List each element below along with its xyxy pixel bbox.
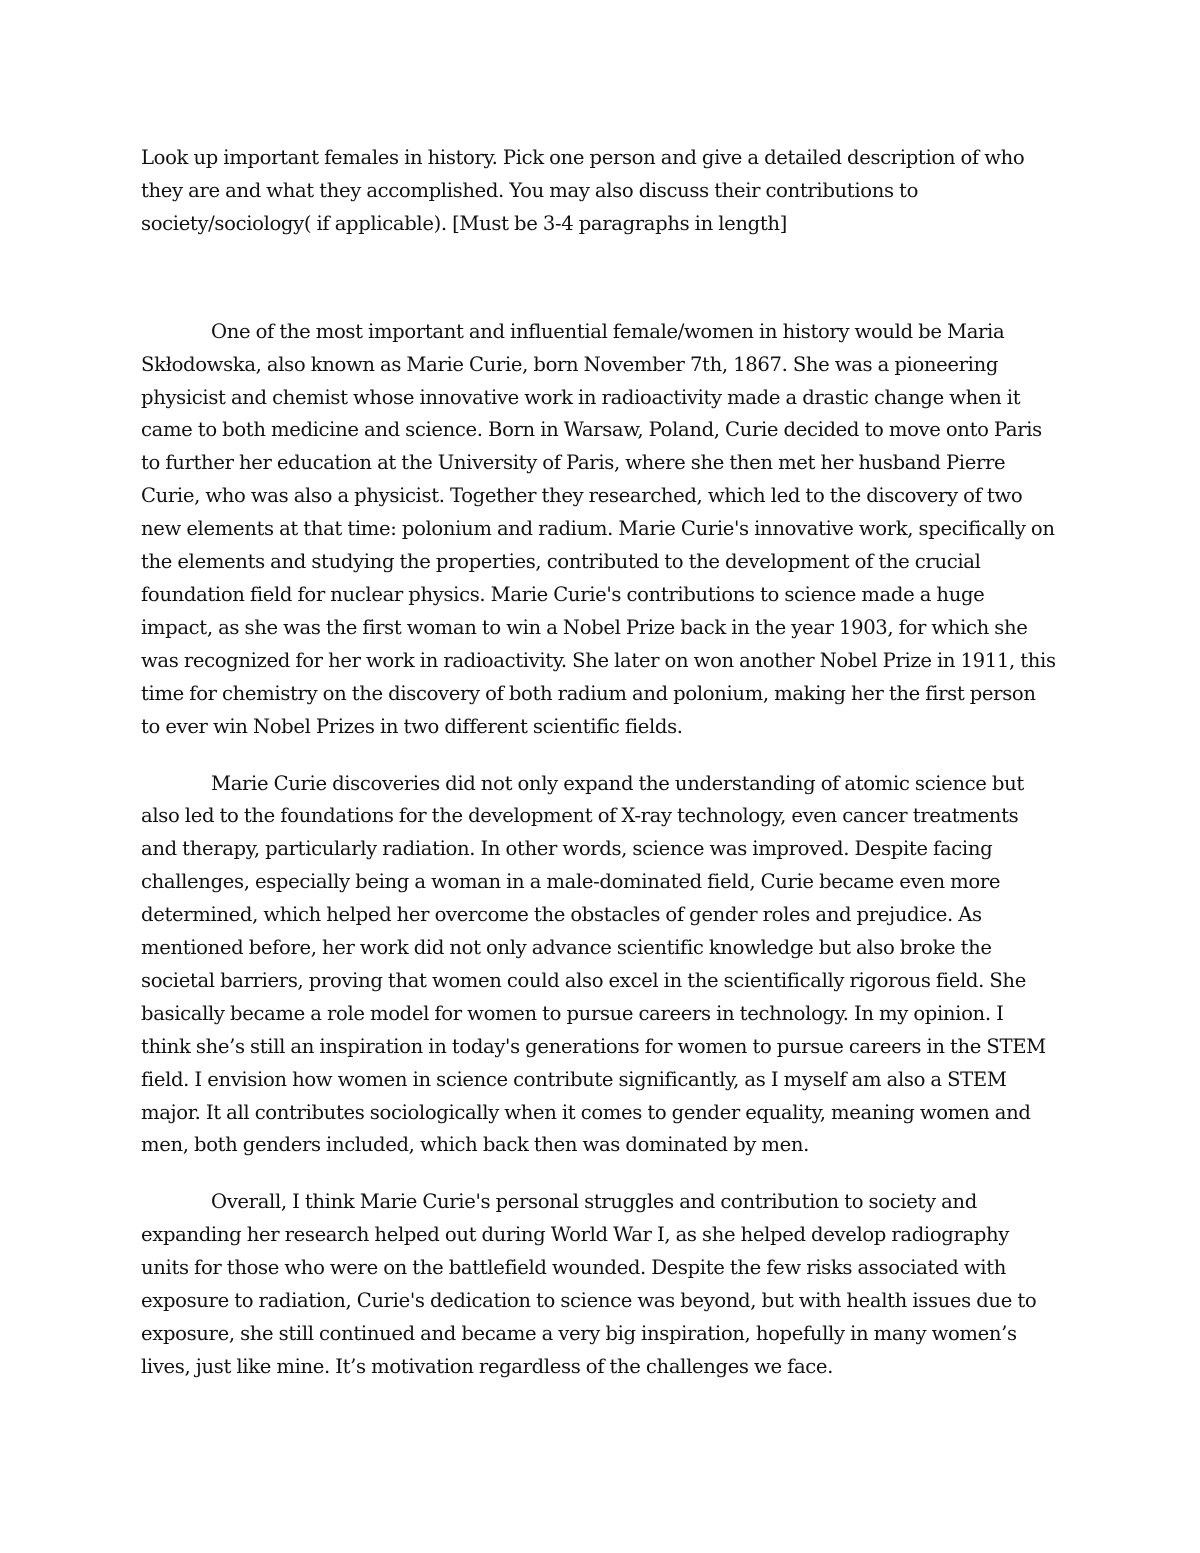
essay-paragraph-3: Overall, I think Marie Curie's personal struggles and contribution to society and expanding her research helped out during World War I, as she helped develop radiography units for those who were on the battlefield wounded. Despite the few risks associated with exposure to radiation, Curie's dedication to science was beyond, but with health issues due to exposure, she still continued and became a very big inspiration, hopefully in many women’s lives, just like mine. It’s motivation regardless of the challenges we face. bbox=[141, 1190, 1037, 1378]
essay-paragraph-2: Marie Curie discoveries did not only expand the understanding of atomic science but also led to the foundations for the development of X-ray technology, even cancer treatments and therapy, particularly radiation. In other words, science was improved. Despite facing challenges, especially being a woman in a male-dominated field, Curie became even more determined, which helped her overcome the obstacles of gender roles and prejudice. As mentioned before, her work did not only advance scientific knowledge but also broke the societal barriers, proving that women could also excel in the scientifically rigorous field. She basically became a role model for women to pursue careers in technology. In my opinion. I think she’s still an inspiration in today's generations for women to pursue careers in the STEM field. I envision how women in science contribute significantly, as I myself am also a STEM major. It all contributes sociologically when it comes to gender equality, meaning women and men, both genders included, which back then was dominated by men. bbox=[141, 771, 1046, 1157]
document-body bbox=[141, 142, 1057, 1408]
assignment-prompt: Look up important females in history. Pick one person and give a detailed description of who they are and what they accomplished. You may also discuss their contributions to society/sociology( if applicable). [Must be 3-4 paragraphs in length] bbox=[141, 146, 1025, 235]
essay-paragraph-1: One of the most important and influential female/women in history would be Maria Skłodowska, also known as Marie Curie, born November 7th, 1867. She was a pioneering physicist and chemist whose innovative work in radioactivity made a drastic change when it came to both medicine and science. Born in Warsaw, Poland, Curie decided to move onto Paris to further her education at the University of Paris, where she then met her husband Pierre Curie, who was also a physicist. Together they researched, which led to the discovery of two new elements at that time: polonium and radium. Marie Curie's innovative work, specifically on the elements and studying the properties, contributed to the development of the crucial foundation field for nuclear physics. Marie Curie's contributions to science made a huge impact, as she was the first woman to win a Nobel Prize back in the year 1903, for which she was recognized for her work in radioactivity. She later on won another Nobel Prize in 1911, this time for chemistry on the discovery of both radium and polonium, making her the first person to ever win Nobel Prizes in two different scientific fields. bbox=[141, 319, 1056, 738]
